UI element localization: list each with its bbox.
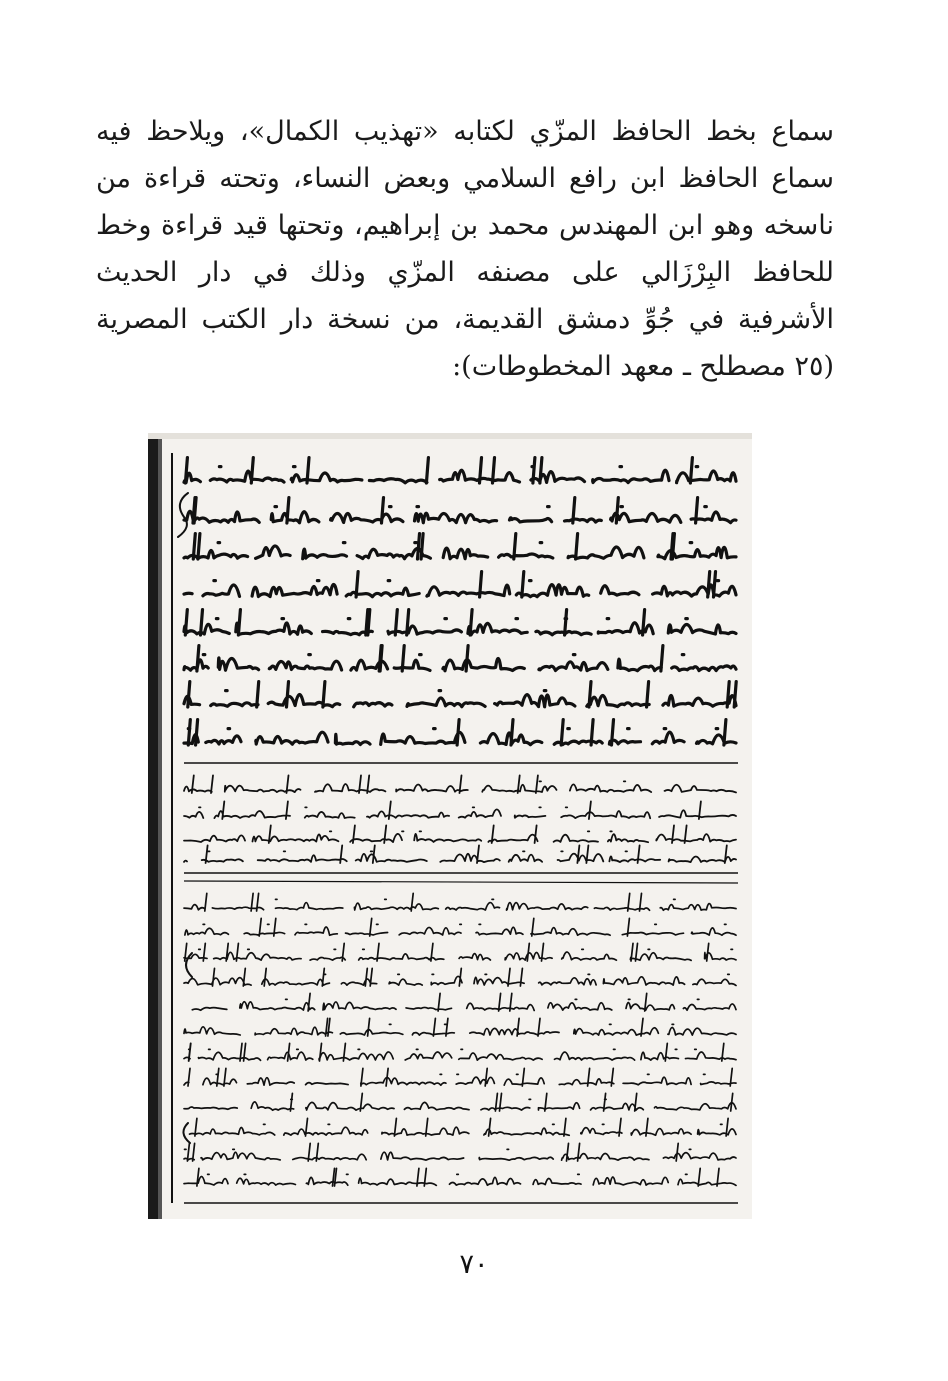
manuscript-script-line <box>184 458 736 483</box>
manuscript-script-line <box>184 845 736 863</box>
manuscript-script-line <box>184 1093 736 1111</box>
manuscript-script-line <box>184 825 736 843</box>
manuscript-script-line <box>184 498 736 523</box>
manuscript-image-icon <box>148 433 752 1219</box>
manuscript-image <box>148 433 752 1219</box>
manuscript-script-line <box>184 646 736 671</box>
manuscript-script-line <box>184 943 736 961</box>
manuscript-script-line <box>184 1043 736 1061</box>
manuscript-script-line <box>184 682 736 707</box>
manuscript-script-line <box>184 775 736 793</box>
page-number: ٧٠ <box>459 1249 489 1280</box>
manuscript-script-line <box>184 572 736 597</box>
manuscript-script-line <box>184 1018 736 1036</box>
manuscript-script-line <box>192 993 736 1011</box>
manuscript-script-line <box>184 1143 736 1161</box>
manuscript-script-line <box>185 918 736 936</box>
manuscript-script-line <box>184 801 736 819</box>
manuscript-script-line <box>184 534 736 559</box>
manuscript-script-line <box>184 893 736 911</box>
manuscript-script-line <box>184 610 736 635</box>
caption-paragraph: سماع بخط الحافظ المزّي لكتابه «تهذيب الكمال»، ويلاحظ فيه سماع الحافظ ابن رافع السلامي وبعض النساء، وتحته قراءة من ناسخه وهو ابن المهندس محمد بن إبراهيم، وتحتها قيد قراءة وخط للحافظ البِرْزَالي على مصنفه المزّي وذلك في دار الحديث الأشرفية في جُوِّ دمشق القديمة، من نسخة دار الكتب المصرية (٢٥ مصطلح ـ معهد المخطوطات): <box>96 116 834 382</box>
manuscript-script-line <box>184 1168 736 1186</box>
manuscript-script-line <box>184 968 736 986</box>
manuscript-script-line <box>184 1068 736 1086</box>
manuscript-script-line <box>190 1118 737 1136</box>
manuscript-script-line <box>184 720 736 745</box>
